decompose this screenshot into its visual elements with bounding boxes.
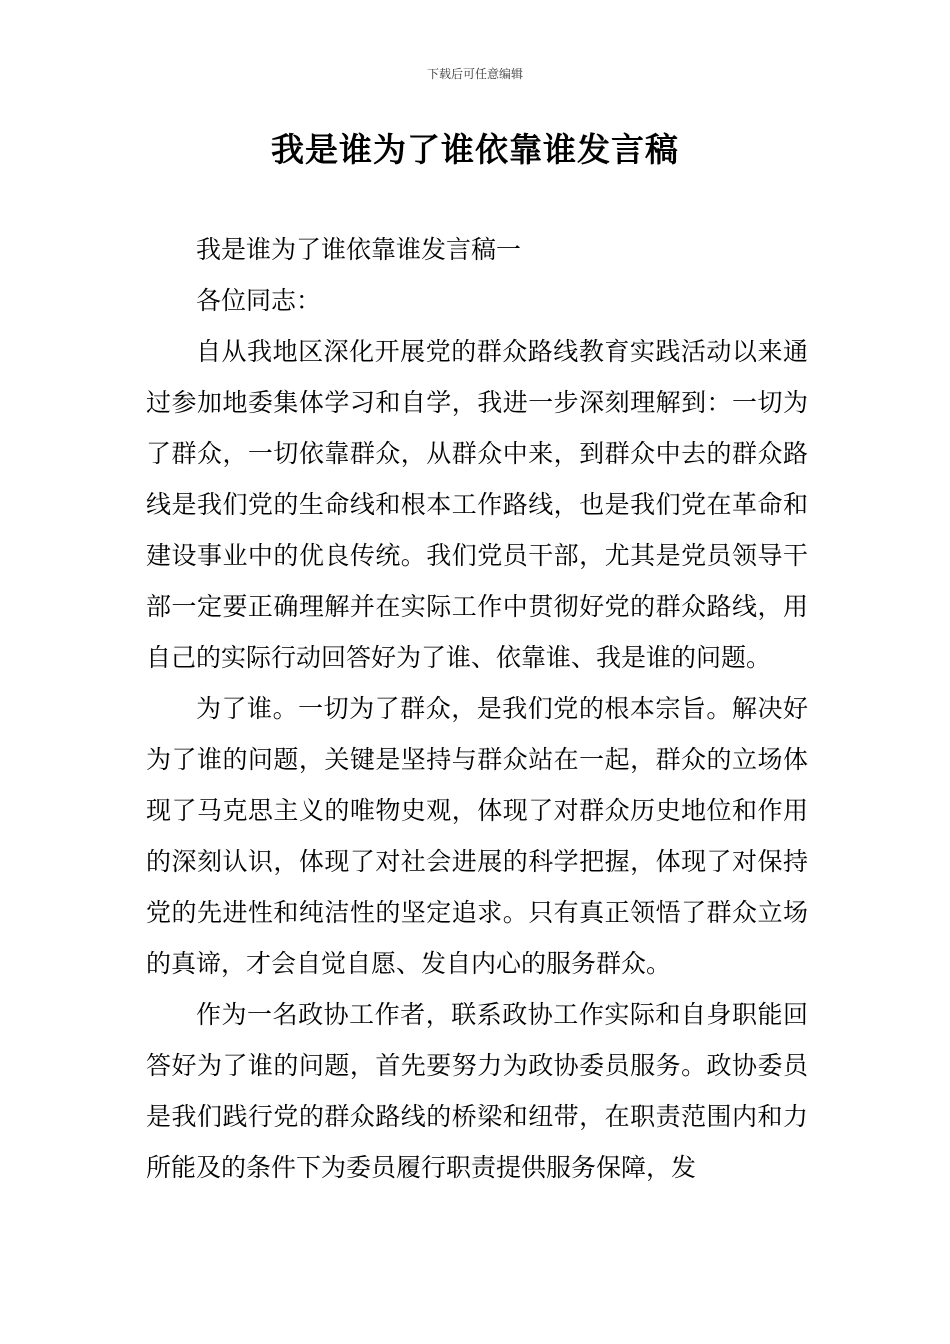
salutation-paragraph: 各位同志：: [196, 286, 322, 315]
body-paragraph: 为了谁。一切为了群众，是我们党的根本宗旨。解决好为了谁的问题，关键是坚持与群众站在一起，群众的立场体现了马克思主义的唯物史观，体现了对群众历史地位和作用的深刻认识，体现了对社会进展的科学把握，体现了对保持党的先进性和纯洁性的坚定追求。只有真正领悟了群众立场的真谛，才会自觉自愿、发自内心的服务群众。: [146, 694, 808, 978]
body-paragraph: 自从我地区深化开展党的群众路线教育实践活动以来通过参加地委集体学习和自学，我进一步深刻理解到：一切为了群众，一切依靠群众，从群众中来，到群众中去的群众路线是我们党的生命线和根本工作路线，也是我们党在革命和建设事业中的优良传统。我们党员干部，尤其是党员领导干部一定要正确理解并在实际工作中贯彻好党的群众路线，用自己的实际行动回答好为了谁、依靠谁、我是谁的问题。: [146, 337, 808, 672]
document-body: [146, 224, 808, 1193]
document-title: 我是谁为了谁依靠谁发言稿: [271, 130, 679, 169]
subtitle-paragraph: 我是谁为了谁依靠谁发言稿一: [196, 235, 522, 264]
body-paragraph: 作为一名政协工作者，联系政协工作实际和自身职能回答好为了谁的问题，首先要努力为政协委员服务。政协委员是我们践行党的群众路线的桥梁和纽带，在职责范围内和力所能及的条件下为委员履行职责提供服务保障，发: [146, 1000, 808, 1182]
header-note: 下载后可任意编辑: [426, 67, 523, 81]
